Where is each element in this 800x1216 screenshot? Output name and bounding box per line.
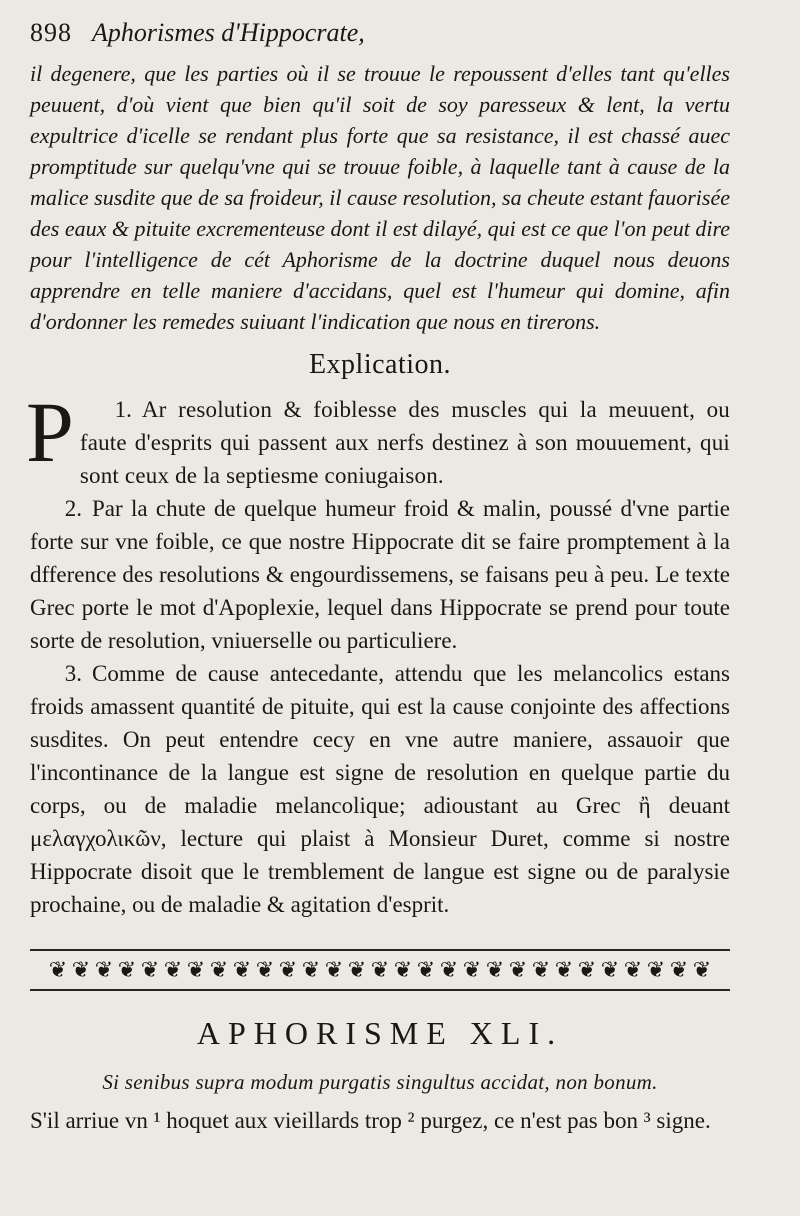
note-3-number: 3.	[64, 661, 82, 686]
ornament-icon: ❦	[623, 957, 643, 982]
ornament-icon: ❦	[301, 957, 321, 982]
ornament-icon: ❦	[370, 957, 390, 982]
ornament-icon: ❦	[140, 957, 160, 982]
running-title: Aphorismes d'Hippocrate,	[92, 18, 365, 47]
ornament-icon: ❦	[209, 957, 229, 982]
ornamental-divider	[30, 949, 730, 991]
ornament-icon: ❦	[71, 957, 91, 982]
intro-paragraph	[30, 58, 730, 337]
ornament-icon: ❦	[416, 957, 436, 982]
ornament-icon: ❦	[577, 957, 597, 982]
ornament-icon: ❦	[554, 957, 574, 982]
note-1-number: 1.	[114, 397, 132, 422]
page-number: 898	[30, 18, 72, 47]
ornament-icon: ❦	[186, 957, 206, 982]
explication-notes	[26, 384, 730, 921]
note-3-text: Comme de cause antecedante, attendu que les melancolics estans froids amassent quantité de pituite, qui est la cause conjointe des affections susdites. On peut entendre cecy en vne autre maniere, assauoir que l'incontinance de la langue est signe de resolution en quelque partie du corps, ou de maladie melancolique; adioustant au Grec ἢ deuant μελαγχολικῶν, lecture qui plaist à Monsieur Duret, comme si nostre Hippocrate disoit que le tremblement de langue est signe ou de paralysie prochaine, ou de maladie & agitation d'esprit.	[30, 661, 730, 917]
ornament-icon: ❦	[393, 957, 413, 982]
note-2-text: Par la chute de quelque humeur froid & malin, poussé d'vne partie forte sur vne foible, ce que nostre Hippocrate dit se faire promptement à la dfference des resolutions & engourdissemens, se faisans peu à peu. Le texte Grec porte le mot d'Apoplexie, lequel dans Hippocrate se prend pour toute sorte de resolution, vniuerselle ou particuliere.	[30, 496, 730, 653]
drop-cap: P	[26, 384, 74, 480]
note-2-number: 2.	[64, 496, 82, 521]
ornament-icon: ❦	[508, 957, 528, 982]
note-1	[26, 384, 730, 492]
note-1-text: Ar resolution & foiblesse des muscles qui la meuuent, ou faute d'esprits qui passent aux nerfs destinez à son mouuement, qui sont ceux de la septiesme coniugaison.	[79, 397, 730, 488]
note-2	[30, 492, 730, 657]
ornament-icon: ❦	[48, 957, 68, 982]
ornament-icon: ❦	[692, 957, 712, 982]
ornament-icon: ❦	[94, 957, 114, 982]
aphorism-title: APHORISME XLI.	[196, 1015, 564, 1051]
ornament-icon: ❦	[163, 957, 183, 982]
ornament-icon: ❦	[117, 957, 137, 982]
running-head	[30, 18, 730, 48]
ornament-icon: ❦	[669, 957, 689, 982]
ornament-icon: ❦	[232, 957, 252, 982]
ornament-icon: ❦	[347, 957, 367, 982]
explication-heading: Explication.	[308, 349, 452, 380]
ornament-icon: ❦	[646, 957, 666, 982]
french-text: S'il arriue vn ¹ hoquet aux vieillards trop ² purgez, ce n'est pas bon ³ signe.	[30, 1108, 711, 1133]
intro-text: il degenere, que les parties où il se trouue le repoussent d'elles tant qu'elles peuuent, d'où vient que bien qu'il soit de soy paresseux & lent, la vertu expultrice d'icelle se rendant plus forte que sa resistance, il est chassé auec promptitude sur quelqu'vne qui se trouue foible, à laquelle tant à cause de la malice susdite que de sa froideur, il cause resolution, sa cheute estant fauorisée des eaux & pituite excrementeuse dont il est dilayé, qui est ce que l'on peut dire pour l'intelligence de cét Aphorisme de la doctrine duquel nous deuons apprendre en telle maniere d'accidans, quel est l'humeur qui domine, afin d'ordonner les remedes suiuant l'indication que nous en tirerons.	[30, 61, 730, 334]
ornament-icon: ❦	[485, 957, 505, 982]
note-3	[30, 657, 730, 921]
ornament-icon: ❦	[600, 957, 620, 982]
ornament-icon: ❦	[531, 957, 551, 982]
ornament-icon: ❦	[278, 957, 298, 982]
ornament-icon: ❦	[324, 957, 344, 982]
ornament-icon: ❦	[255, 957, 275, 982]
ornament-icon: ❦	[439, 957, 459, 982]
ornament-icon: ❦	[462, 957, 482, 982]
latin-text: Si senibus supra modum purgatis singultus accidat, non bonum.	[102, 1070, 658, 1094]
